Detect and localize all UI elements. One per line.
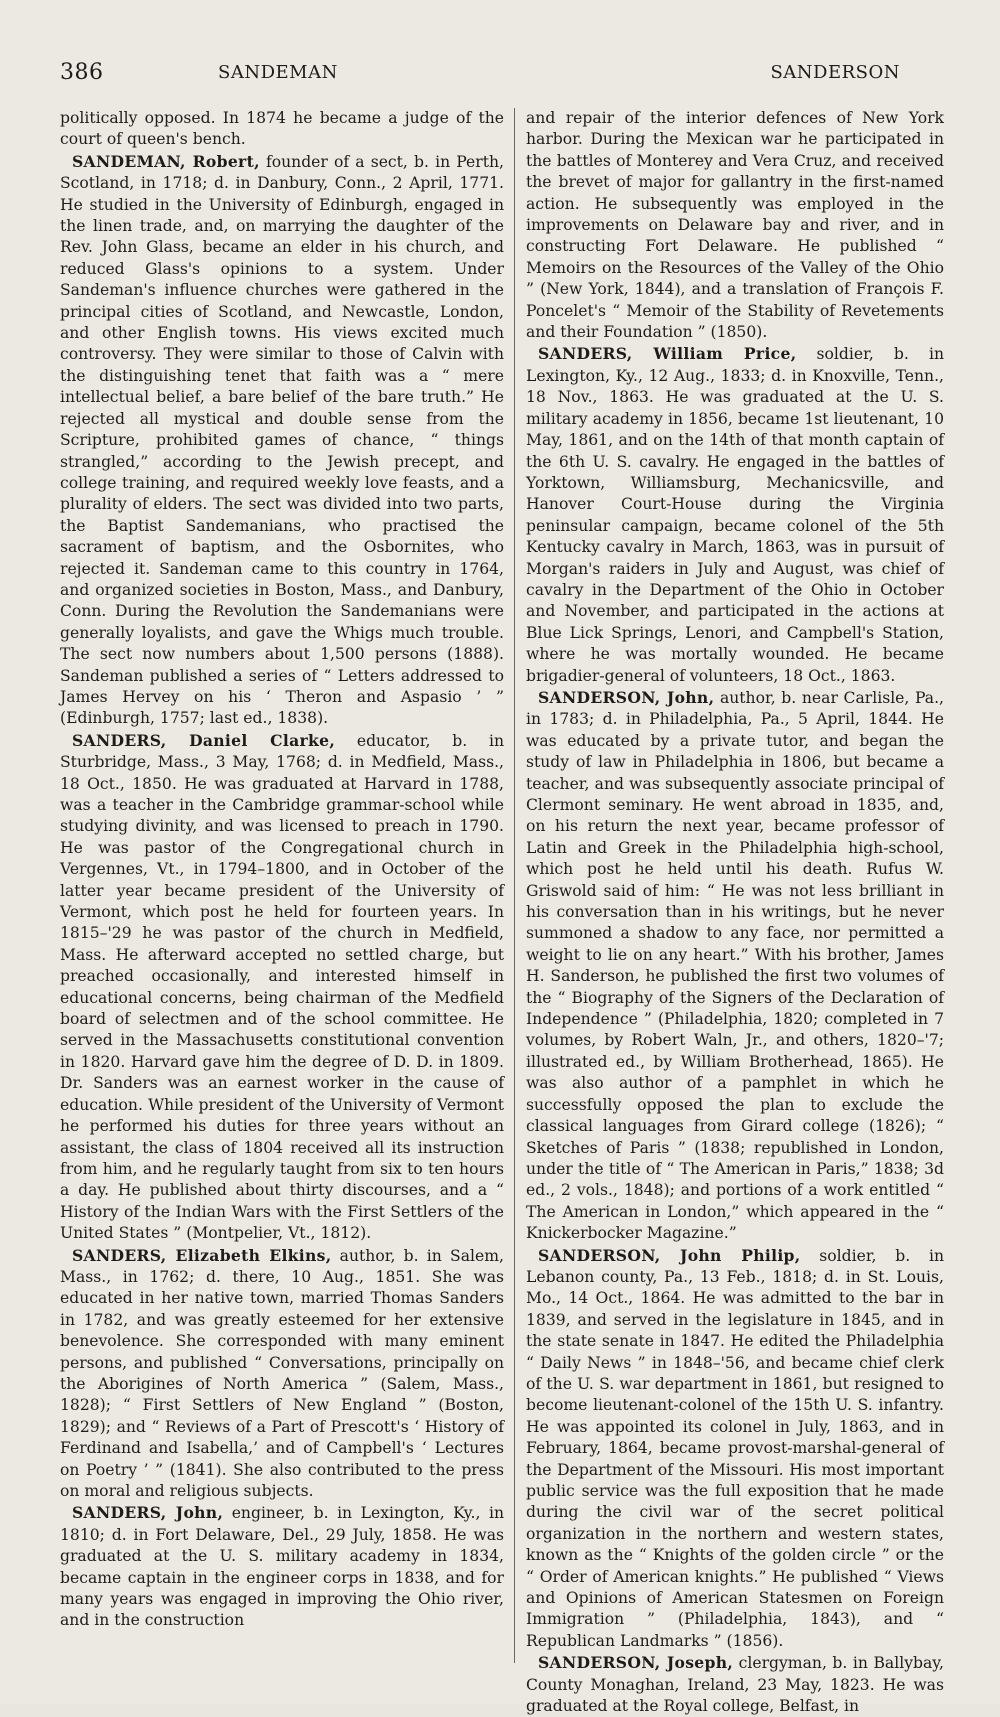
entry-sanderson-john-philip bbox=[526, 1245, 944, 1653]
entry-name: SANDERSON, John Philip, bbox=[538, 1245, 801, 1265]
right-running-head: SANDERSON bbox=[770, 62, 900, 83]
entry-sanderson-john bbox=[526, 687, 944, 1245]
entry-name: SANDERS, William Price, bbox=[538, 344, 797, 364]
entry-sanders-john bbox=[60, 1502, 504, 1631]
entry-text: clergyman, b. in Ballybay, County Monaghan, Ireland, 23 May, 1823. He was graduated at the Royal college, Belfast, in bbox=[526, 1654, 944, 1716]
left-column bbox=[60, 108, 504, 1678]
entry-text: politically opposed. In 1874 he became a judge of the court of queen's bench. bbox=[60, 109, 504, 149]
entry-sanders-daniel bbox=[60, 730, 504, 1245]
entry-continuation bbox=[526, 108, 944, 343]
entry-name: SANDERSON, Joseph, bbox=[538, 1653, 734, 1673]
entry-name: SANDERS, Daniel Clarke, bbox=[72, 730, 336, 750]
entry-continuation bbox=[60, 108, 504, 151]
entry-name: SANDERS, John, bbox=[72, 1503, 224, 1523]
entry-name: SANDEMAN, Robert, bbox=[72, 151, 260, 171]
entry-text: author, b. in Salem, Mass., in 1762; d. there, 10 Aug., 1851. She was educated in her native town, married Thomas Sanders in 1782, and was greatly esteemed for her extensive benevolence. She corresponded with many eminent persons, and published “ Conversations, principally on the Aborigines of North America ” (Salem, Mass., 1828); “ First Settlers of New England ” (Boston, 1829); and “ Reviews of a Part of Prescott's ‘ History of Ferdinand and Isabella,’ and of Campbell's ‘ Lectures on Poetry ’ ” (1841). She also contributed to the press on moral and religious subjects. bbox=[60, 1246, 504, 1500]
entry-text: author, b. near Carlisle, Pa., in 1783; d. in Philadelphia, Pa., 5 April, 1844. He was educated by a private tutor, and began the study of law in Philadelphia in 1806, but became a teacher, and was subsequently associate principal of Clermont seminary. He went abroad in 1835, and, on his return the next year, became professor of Latin and Greek in the Philadelphia high-school, which post he held until his death. Rufus W. Griswold said of him: “ He was not less brilliant in his conversation than in his writings, but he never summoned a shadow to any face, nor permitted a weight to lie on any heart.” With his brother, James H. Sanderson, he published the first two volumes of the “ Biography of the Signers of the Declaration of Independence ” (Philadelphia, 1820; completed in 7 volumes, by Robert Waln, Jr., and others, 1820–'7; illustrated ed., by William Brotherhead, 1865). He was also author of a pamphlet in which he successfully opposed the plan to exclude the classical languages from Girard college (1826); “ Sketches of Paris ” (1838; republished in London, under the title of “ The American in Paris,” 1838; 3d ed., 2 vols., 1848); and portions of a work entitled “ The American in London,” which appeared in the “ Knickerbocker Magazine.” bbox=[526, 688, 944, 1243]
entry-sanderson-joseph bbox=[526, 1652, 944, 1717]
page-header bbox=[60, 58, 940, 90]
entry-text: soldier, b. in Lebanon county, Pa., 13 Feb., 1818; d. in St. Louis, Mo., 14 Oct., 1864. He was admitted to the bar in 1839, and served in the legislature in 1845, and in the state senate in 1847. He edited the Philadelphia “ Daily News ” in 1848–'56, and became chief clerk of the U. S. war department in 1861, but resigned to become lieutenant-colonel of the 15th U. S. infantry. He was appointed its colonel in July, 1863, and in February, 1864, became provost-marshal-general of the Department of the Missouri. His most important public service was the full exposition that he made during the civil war of the secret political organization in the northern and western states, known as the “ Knights of the golden circle ” or the “ Order of American knights.” He published “ Views and Opinions of American Statesmen on Foreign Immigration ” (Philadelphia, 1843), and “ Republican Landmarks ” (1856). bbox=[526, 1246, 944, 1650]
entry-text: engineer, b. in Lexington, Ky., in 1810; d. in Fort Delaware, Del., 29 July, 1858. He was graduated at the U. S. military academy in 1834, became captain in the engineer corps in 1838, and for many years was engaged in improving the Ohio river, and in the construction bbox=[60, 1504, 504, 1630]
entry-text: and repair of the interior defences of New York harbor. During the Mexican war he participated in the battles of Monterey and Vera Cruz, and received the brevet of major for gallantry in the first-named action. He subsequently was employed in the improvements on Delaware bay and river, and in constructing Fort Delaware. He published “ Memoirs on the Resources of the Valley of the Ohio ” (New York, 1844), and a translation of François F. Poncelet's “ Memoir of the Stability of Revetements and their Foundation ” (1850). bbox=[526, 109, 944, 342]
column-divider bbox=[514, 108, 515, 1663]
entry-name: SANDERS, Elizabeth Elkins, bbox=[72, 1245, 332, 1265]
page-number: 386 bbox=[60, 60, 104, 85]
entry-sandeman-robert bbox=[60, 151, 504, 730]
entry-text: founder of a sect, b. in Perth, Scotland, in 1718; d. in Danbury, Conn., 2 April, 1771. He studied in the University of Edinburgh, engaged in the linen trade, and, on marrying the daughter of the Rev. John Glass, became an elder in his church, and reduced Glass's opinions to a system. Under Sandeman's influence churches were gathered in the principal cities of Scotland, and Newcastle, London, and other English towns. His views excited much controversy. They were similar to those of Calvin with the distinguishing tenet that faith was a “ mere intellectual belief, a bare belief of the bare truth.” He rejected all mystical and double sense from the Scripture, prohibited games of chance, “ things strangled,” according to the Jewish precept, and college training, and required weekly love feasts, and a plurality of elders. The sect was divided into two parts, the Baptist Sandemanians, who practised the sacrament of baptism, and the Osbornites, who rejected it. Sandeman came to this country in 1764, and organized societies in Boston, Mass., and Danbury, Conn. During the Revolution the Sandemanians were generally loyalists, and gave the Whigs much trouble. The sect now numbers about 1,500 persons (1888). Sandeman published a series of “ Letters addressed to James Hervey on his ‘ Theron and Aspasio ’ ” (Edinburgh, 1757; last ed., 1838). bbox=[60, 152, 504, 728]
entry-text: soldier, b. in Lexington, Ky., 12 Aug., 1833; d. in Knoxville, Tenn., 18 Nov., 1863. He was graduated at the U. S. military academy in 1856, became 1st lieutenant, 10 May, 1861, and on the 14th of that month captain of the 6th U. S. cavalry. He engaged in the battles of Yorktown, Williamsburg, Mechanicsville, and Hanover Court-House during the Virginia peninsular campaign, became colonel of the 5th Kentucky cavalry in March, 1863, was in pursuit of Morgan's raiders in July and August, was chief of cavalry in the Department of the Ohio in October and November, and participated in the actions at Blue Lick Springs, Lenori, and Campbell's Station, where he was mortally wounded. He became brigadier-general of volunteers, 18 Oct., 1863. bbox=[526, 345, 944, 685]
left-running-head: SANDEMAN bbox=[218, 62, 338, 83]
right-column bbox=[526, 108, 944, 1716]
entry-name: SANDERSON, John, bbox=[538, 687, 715, 707]
entry-sanders-elizabeth bbox=[60, 1245, 504, 1503]
entry-text: educator, b. in Sturbridge, Mass., 3 May, 1768; d. in Medfield, Mass., 18 Oct., 1850. He was graduated at Harvard in 1788, was a teacher in the Cambridge grammar-school while studying divinity, and was licensed to preach in 1790. He was pastor of the Congregational church in Vergennes, Vt., in 1794–1800, and in October of the latter year became president of the University of Vermont, which post he held for fourteen years. In 1815–'29 he was pastor of the church in Medfield, Mass. He afterward accepted no settled charge, but preached occasionally, and interested himself in educational concerns, being chairman of the Medfield board of selectmen and of the school committee. He served in the Massachusetts constitutional convention in 1820. Harvard gave him the degree of D. D. in 1809. Dr. Sanders was an earnest worker in the cause of education. While president of the University of Vermont he performed his duties for three years without an assistant, the class of 1804 received all its instruction from him, and he regularly taught from six to ten hours a day. He published about thirty discourses, and a “ History of the Indian Wars with the First Settlers of the United States ” (Montpelier, Vt., 1812). bbox=[60, 731, 504, 1243]
entry-sanders-william bbox=[526, 343, 944, 687]
